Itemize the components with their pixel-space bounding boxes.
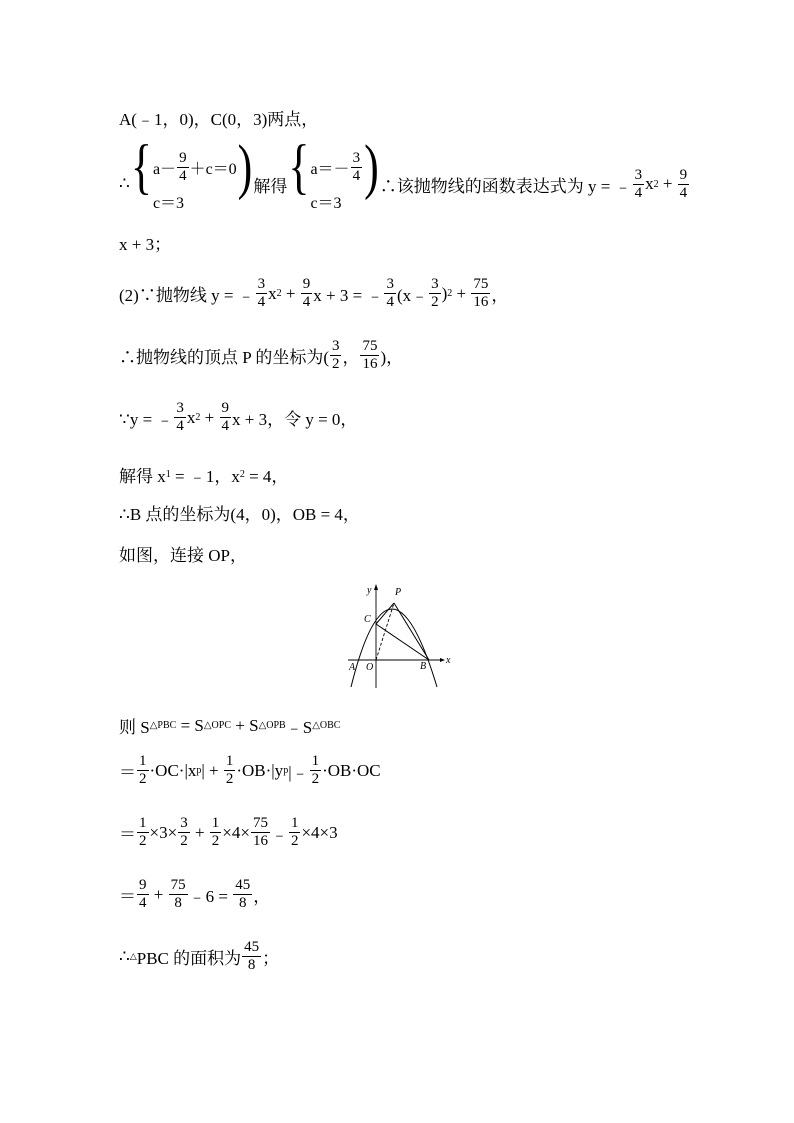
x-axis-arrow bbox=[440, 658, 445, 662]
area-substitution-line bbox=[119, 815, 338, 850]
seg: + bbox=[200, 407, 219, 427]
fraction: $\frac{3}{4}$ bbox=[176, 400, 184, 434]
subscript: p bbox=[196, 765, 202, 776]
fraction: $\frac{1}{2}$ bbox=[139, 815, 147, 849]
fraction: $\frac{3}{4}$ bbox=[386, 276, 394, 310]
seg: x + 3 = ﹣ bbox=[313, 286, 384, 305]
fraction: $\frac{9}{4}$ bbox=[679, 166, 688, 201]
fraction: $\frac{45}{8}$ bbox=[235, 877, 251, 911]
equation-system-line bbox=[119, 132, 690, 218]
parabola-figure bbox=[344, 580, 454, 690]
segment-PB bbox=[394, 603, 429, 660]
system-1 bbox=[130, 132, 254, 218]
seg: ＝ bbox=[119, 763, 136, 782]
x-var: x bbox=[645, 174, 654, 193]
seg: PBC 的面积为 bbox=[136, 949, 242, 968]
fraction: $\frac{3}{2}$ bbox=[180, 815, 188, 849]
system-2 bbox=[287, 132, 379, 218]
fraction: $\frac{3}{4}$ bbox=[257, 276, 266, 310]
seg: ﹣6 = bbox=[188, 887, 233, 906]
seg: ； bbox=[262, 949, 280, 968]
point-C-label: C bbox=[364, 614, 371, 625]
seg: x bbox=[268, 283, 277, 303]
seg: ， bbox=[342, 348, 360, 367]
seg: ﹣S bbox=[285, 718, 313, 737]
fraction: $\frac{3}{2}$ bbox=[431, 276, 439, 310]
text-line-8: ∴B 点的坐标为(4，0)，OB = 4， bbox=[119, 505, 360, 524]
seg: ×4×3 bbox=[301, 822, 338, 842]
area-result-line bbox=[119, 877, 270, 912]
seg: 解得 x bbox=[119, 467, 166, 486]
right-paren: ) bbox=[364, 132, 379, 201]
seg: + bbox=[452, 283, 471, 303]
eq1-part-b: ＋c＝0 bbox=[189, 160, 237, 178]
fraction: $\frac{3}{2}$ bbox=[331, 338, 340, 372]
subscript: 1 bbox=[165, 469, 171, 480]
fraction: $\frac{9}{4}$ bbox=[302, 276, 311, 310]
seg: )， bbox=[380, 348, 404, 367]
point-A-label: A bbox=[349, 662, 356, 673]
seg: ×4× bbox=[222, 822, 250, 842]
exponent: 2 bbox=[653, 178, 659, 190]
seg: + bbox=[149, 884, 168, 904]
seg: ·OB·OC bbox=[322, 760, 381, 780]
seg: 则 S bbox=[119, 718, 150, 737]
text-line-1: A(﹣1，0)，C(0，3)两点， bbox=[119, 110, 319, 129]
subscript: △ bbox=[129, 951, 137, 961]
seg: ﹣ bbox=[270, 825, 288, 844]
area-decomposition-line bbox=[119, 713, 340, 738]
right-paren: ) bbox=[237, 132, 253, 201]
seg: (x﹣ bbox=[396, 286, 429, 305]
conclusion-line bbox=[119, 939, 279, 974]
solve-label: 解得 bbox=[253, 176, 288, 196]
function-expression-label: ∴该抛物线的函数表达式为 y = ﹣ bbox=[379, 176, 632, 196]
seg: + bbox=[281, 283, 300, 303]
area-formula-line bbox=[119, 753, 381, 788]
seg: = ﹣1，x bbox=[170, 467, 240, 486]
subscript: 2 bbox=[239, 469, 245, 480]
fraction: $\frac{1}{2}$ bbox=[139, 753, 147, 787]
point-P-label: P bbox=[395, 587, 402, 598]
seg: |﹣ bbox=[288, 763, 309, 782]
fraction: $\frac{45}{8}$ bbox=[244, 939, 260, 973]
fraction: $\frac{75}{8}$ bbox=[170, 877, 186, 911]
seg: ＝ bbox=[119, 825, 136, 844]
fraction: $\frac{1}{2}$ bbox=[225, 753, 234, 787]
seg: + S bbox=[231, 715, 259, 735]
fraction: $\frac{1}{2}$ bbox=[211, 815, 220, 849]
point-B-label: B bbox=[420, 661, 427, 672]
exponent: 2 bbox=[276, 288, 282, 299]
y-axis-label: y bbox=[367, 585, 372, 596]
segment-CP bbox=[376, 603, 394, 624]
eq2: c＝3 bbox=[152, 194, 185, 212]
seg: + bbox=[190, 822, 209, 842]
exponent: 2 bbox=[195, 412, 201, 423]
text-line-3: x + 3； bbox=[119, 235, 172, 254]
seg: = S bbox=[176, 715, 204, 735]
roots-line bbox=[119, 462, 288, 487]
left-brace: { bbox=[288, 132, 310, 201]
fraction: $\frac{75}{16}$ bbox=[473, 276, 489, 310]
subscript: △PBC bbox=[149, 720, 177, 731]
subscript: △OPB bbox=[258, 720, 286, 731]
root-equation-line bbox=[119, 400, 357, 435]
seg: ·OC·|x bbox=[149, 760, 197, 780]
therefore-symbol: ∴ bbox=[119, 174, 130, 193]
fraction: $\frac{1}{2}$ bbox=[290, 815, 299, 849]
fraction: $\frac{1}{2}$ bbox=[311, 753, 320, 787]
fraction: $\frac{9}{4}$ bbox=[139, 877, 147, 911]
fraction: $\frac{3}{4}$ bbox=[634, 166, 643, 201]
seg: ， bbox=[491, 286, 509, 305]
left-brace: { bbox=[130, 132, 152, 201]
point-O-label: O bbox=[366, 662, 374, 673]
seg: ＝ bbox=[119, 887, 136, 906]
y-axis-arrow bbox=[374, 584, 378, 590]
subscript: △OBC bbox=[312, 720, 341, 731]
seg: | + bbox=[201, 760, 223, 780]
plus: + bbox=[658, 174, 677, 193]
subscript: △OPC bbox=[203, 720, 232, 731]
fraction: $\frac{9}{4}$ bbox=[221, 400, 229, 434]
exponent: 2 bbox=[447, 288, 453, 299]
subscript: p bbox=[283, 765, 289, 776]
seg: ∵y = ﹣ bbox=[119, 410, 174, 429]
fraction: $\frac{9}{4}$ bbox=[179, 149, 187, 184]
seg: ·OB·|y bbox=[236, 760, 284, 780]
seg: ×3× bbox=[149, 822, 178, 842]
fraction: $\frac{75}{16}$ bbox=[362, 338, 378, 372]
fraction: $\frac{3}{4}$ bbox=[352, 149, 361, 184]
fraction: $\frac{75}{16}$ bbox=[252, 815, 268, 849]
eq3-part-a: a＝－ bbox=[310, 160, 350, 178]
seg: (2)∵抛物线 y = ﹣ bbox=[119, 286, 255, 305]
vertex-coordinate-line bbox=[119, 338, 403, 373]
x-axis-label: x bbox=[446, 655, 451, 666]
seg: ∴ bbox=[119, 946, 130, 966]
seg: ∴抛物线的顶点 P 的坐标为( bbox=[119, 348, 329, 367]
text-line-9: 如图，连接 OP， bbox=[119, 546, 247, 565]
vertex-form-line bbox=[119, 276, 508, 311]
seg: ， bbox=[253, 887, 271, 906]
eq4: c＝3 bbox=[310, 194, 342, 212]
seg: ) bbox=[441, 283, 448, 303]
seg: x + 3，令 y = 0， bbox=[232, 410, 358, 429]
seg: = 4， bbox=[244, 467, 289, 486]
eq1-part-a: a－ bbox=[152, 160, 177, 178]
seg: x bbox=[186, 407, 196, 427]
